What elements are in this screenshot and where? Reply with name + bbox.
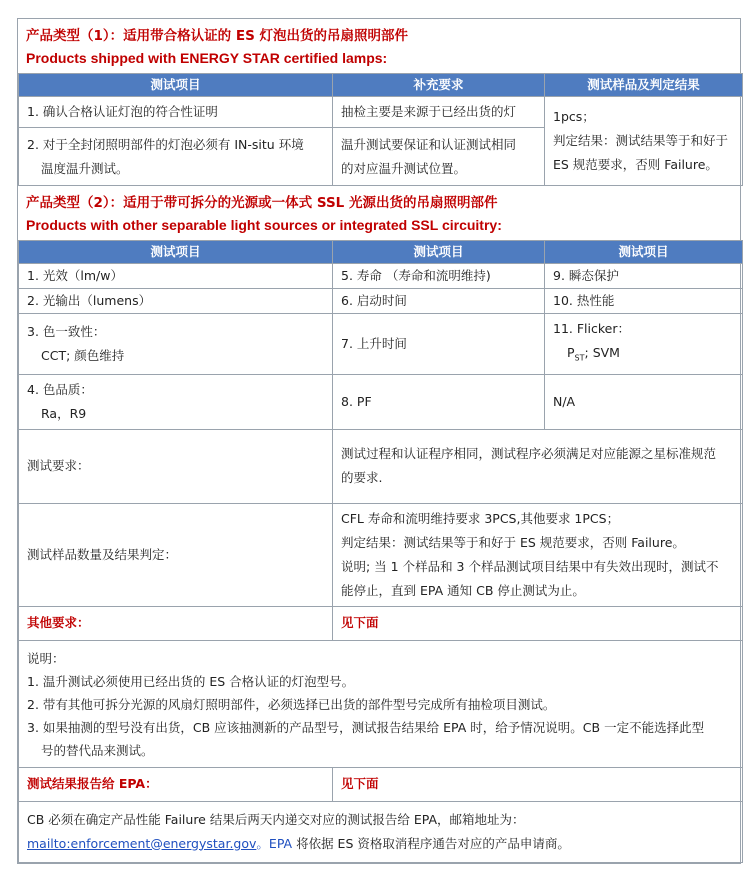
cell-line: 判定结果：测试结果等于和好于 ES 规范要求，否则 Failure。 <box>341 534 685 550</box>
cell-line: 温度温升测试。 <box>41 160 129 176</box>
table-row <box>19 314 743 375</box>
col-header-test-item: 测试项目 <box>333 241 545 264</box>
other-value: 见下面 <box>333 606 743 640</box>
table-row <box>19 264 743 289</box>
footer-epa: EPA <box>268 835 293 851</box>
col-header-sample-result: 测试样品及判定结果 <box>545 74 743 97</box>
cell-line: 2. 对于全封闭照明部件的灯泡必须有 IN-situ 环境 <box>27 136 304 152</box>
cell-line: 温升测试要保证和认证测试相同 <box>341 136 517 152</box>
note-item: 3. 如果抽测的型号没有出货，CB 应该抽测新的产品型号，测试报告结果给 EPA 时，给予情况说明。CB 一定不能选择此型 <box>27 719 705 735</box>
section1-table <box>18 73 743 186</box>
section1-title-cn: 产品类型（1）：适用带合格认证的 ES 灯泡出货的吊扇照明部件 <box>26 28 408 44</box>
cell-line: 3. 色一致性： <box>27 323 106 339</box>
pst-p: P <box>567 345 575 360</box>
cell-line: CFL 寿命和流明维持要求 3PCS,其他要求 1PCS； <box>341 510 620 526</box>
cell-line: 测试过程和认证程序相同，测试程序必须满足对应能源之星标准规范 <box>341 446 717 461</box>
cell-line: 11. Flicker： <box>553 321 630 336</box>
table-row <box>19 503 743 606</box>
footer-line <box>27 832 734 856</box>
cell-line <box>553 341 734 371</box>
note-item: 2. 带有其他可拆分光源的风扇灯照明部件，必须选择已出货的部件型号完成所有抽检项目测试。 <box>27 696 556 712</box>
cell-item <box>19 374 333 429</box>
footer-line: CB 必须在确定产品性能 Failure 结果后两天内递交对应的测试报告给 EPA，邮箱地址为： <box>27 811 525 827</box>
section1-heading <box>18 19 740 73</box>
note-item: 1. 温升测试必须使用已经出货的 ES 合格认证的灯泡型号。 <box>27 673 355 689</box>
cell-item: 6. 启动时间 <box>333 289 545 314</box>
notes-row <box>19 640 743 767</box>
section2-title-cn: 产品类型（2）：适用于带可拆分的光源或一体式 SSL 光源出货的吊扇照明部件 <box>26 195 498 211</box>
cell-line: 4. 色品质： <box>27 381 93 397</box>
cell-item: 9. 瞬态保护 <box>545 264 743 289</box>
report-value: 见下面 <box>333 767 743 801</box>
cell-line: 的要求. <box>341 470 383 485</box>
report-label: 测试结果报告给 EPA： <box>19 767 333 801</box>
cell-item <box>19 128 333 186</box>
footer-rest: 将依据 ES 资格取消程序通告对应的产品申请商。 <box>292 835 570 851</box>
col-header-test-item: 测试项目 <box>19 74 333 97</box>
result-line: 1pcs； <box>553 109 595 124</box>
cell-item: 7. 上升时间 <box>333 314 545 375</box>
cell-line: 说明; 当 1 个样品和 3 个样品测试项目结果中有失效出现时，测试不 <box>341 558 719 574</box>
table-row <box>19 374 743 429</box>
note-item: 号的替代品来测试。 <box>41 742 154 758</box>
sample-value <box>333 503 743 606</box>
table-row <box>19 767 743 801</box>
col-header-supplement: 补充要求 <box>333 74 545 97</box>
footer-sep: 。 <box>256 835 269 851</box>
cell-item: 1. 光效（lm/w） <box>19 264 333 289</box>
section1-title-en: Products shipped with ENERGY STAR certified lamps: <box>26 50 388 66</box>
req-label: 测试要求： <box>19 429 333 503</box>
table-row <box>19 97 743 128</box>
other-label: 其他要求： <box>19 606 333 640</box>
document-frame <box>17 18 741 864</box>
cell-line: Ra，R9 <box>41 405 87 421</box>
cell-line: CCT; 颜色维持 <box>41 347 125 363</box>
section1-header-row <box>19 74 743 97</box>
result-line: 判定结果：测试结果等于和好于 <box>553 133 729 148</box>
cell-line: 能停止，直到 EPA 通知 CB 停止测试为止。 <box>341 582 585 598</box>
cell-line: 的对应温升测试位置。 <box>341 160 467 176</box>
table-row <box>19 289 743 314</box>
col-header-test-item: 测试项目 <box>19 241 333 264</box>
cell-supp <box>333 128 545 186</box>
cell-item: 5. 寿命 （寿命和流明维持) <box>333 264 545 289</box>
email-link[interactable]: mailto:enforcement@energystar.gov <box>27 835 257 851</box>
section2-title-en: Products with other separable light sources or integrated SSL circuitry: <box>26 217 502 233</box>
footer-row <box>19 801 743 862</box>
sample-label: 测试样品数量及结果判定： <box>19 503 333 606</box>
notes-cell <box>19 640 743 767</box>
pst-sub: ST <box>574 353 585 363</box>
result-line: ES 规范要求，否则 Failure。 <box>553 157 718 172</box>
section2-table <box>18 240 743 863</box>
cell-supp: 抽检主要是来源于已经出货的灯 <box>333 97 545 128</box>
col-header-test-item: 测试项目 <box>545 241 743 264</box>
table-row <box>19 429 743 503</box>
cell-item: 2. 光输出（lumens） <box>19 289 333 314</box>
section2-header-row <box>19 241 743 264</box>
footer-cell <box>19 801 743 862</box>
pst-rest: ; SVM <box>584 345 620 360</box>
cell-item: N/A <box>545 374 743 429</box>
req-value <box>333 429 743 503</box>
cell-result <box>545 97 743 186</box>
cell-item <box>545 314 743 375</box>
cell-item: 8. PF <box>333 374 545 429</box>
cell-item: 10. 热性能 <box>545 289 743 314</box>
cell-item: 1. 确认合格认证灯泡的符合性证明 <box>19 97 333 128</box>
cell-item <box>19 314 333 375</box>
table-row <box>19 606 743 640</box>
section2-heading <box>18 186 740 240</box>
notes-title: 说明： <box>27 650 65 666</box>
